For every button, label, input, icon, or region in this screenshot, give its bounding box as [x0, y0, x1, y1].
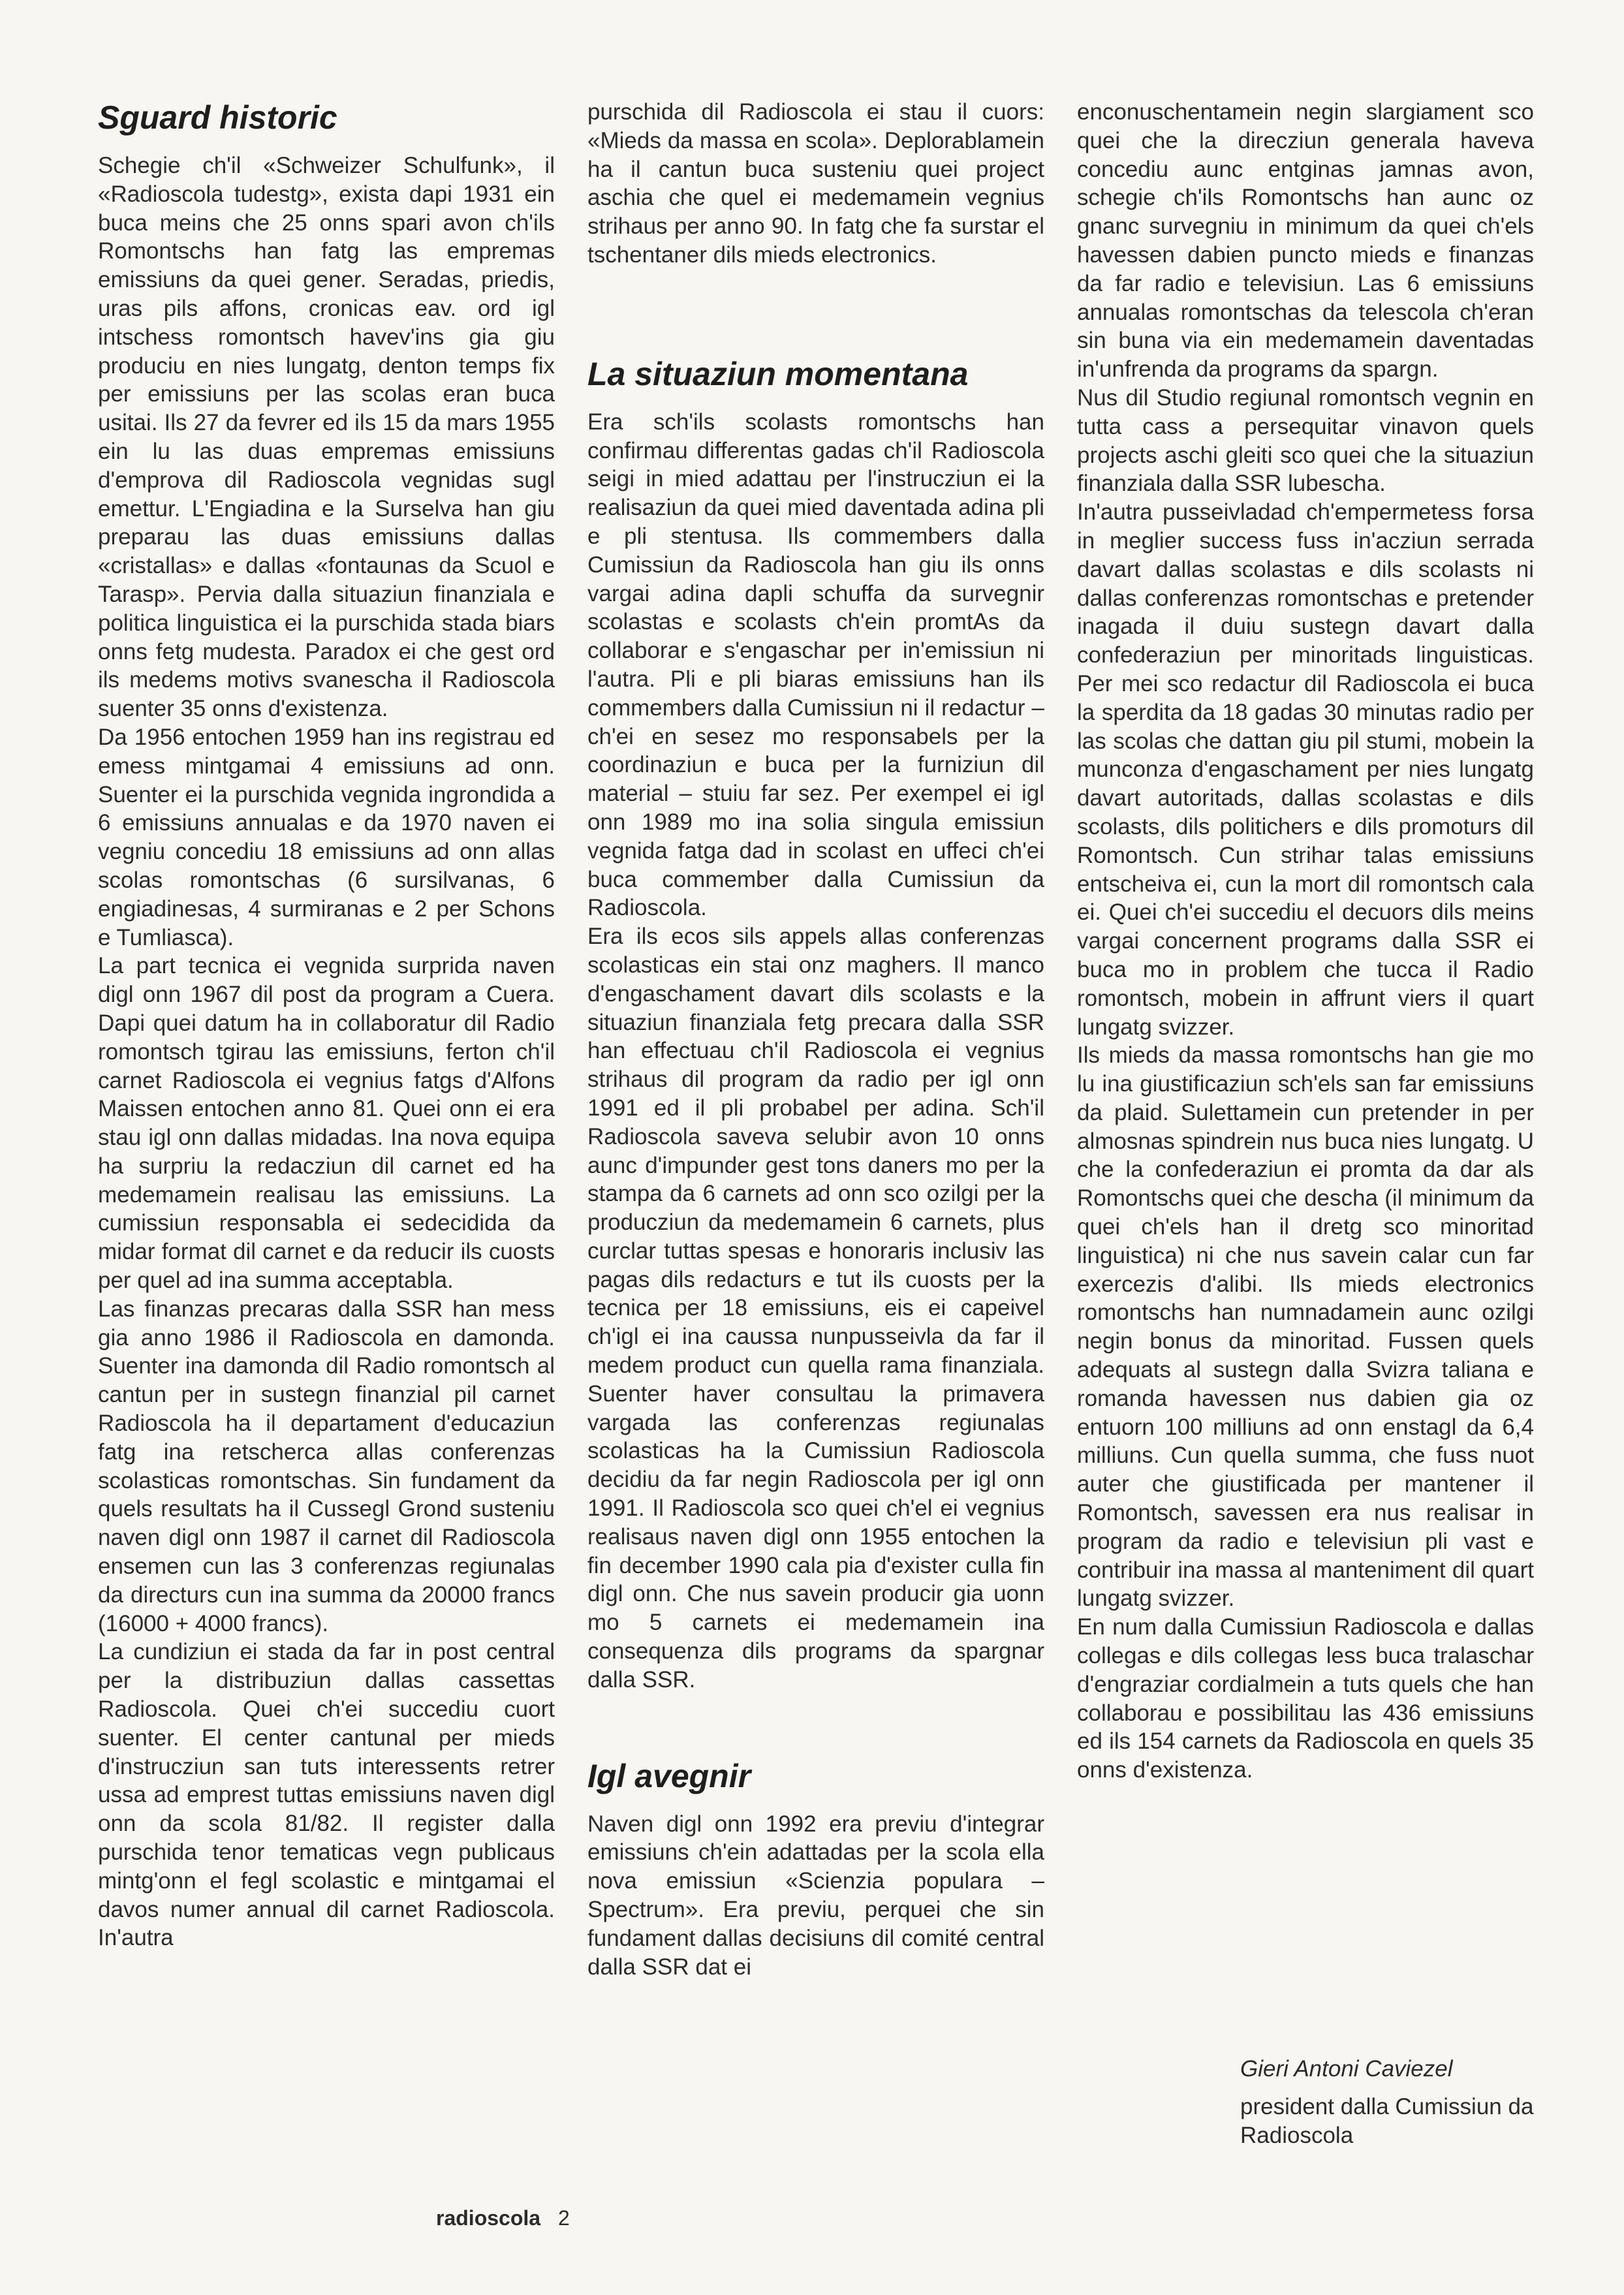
paragraph: Las finanzas precaras dalla SSR han mess gia anno 1986 il Radioscola en damonda. Suenter ina damonda dil Radio romontsch al cantun per in sustegn finanzial pil carnet Radioscola ha il departament d'educaziun fatg ina retscherca allas conferenzas scolasticas romontschas. Sin fundament da quels resultats ha il Cussegl Grond susteniu naven digl onn 1987 il carnet dil Radioscola ensemen cun las 3 conferenzas regiunalas da directurs cun ina summa da 20000 francs (16000 + 4000 francs).: [98, 1296, 555, 1636]
column-2: [587, 98, 1044, 1981]
paragraph: Schegie ch'il «Schweizer Schulfunk», il «Radioscola tudestg», exista dapi 1931 ein buca meins che 25 onns spari avon ch'ils Romontschs han fatg las empremas emissiuns da quei gener. Seradas, priedis, uras pils affons, cronicas eav. ord igl intschess romontsch havev'ins gia giu produciu en nies lungatg, denton temps fix per emissiuns per las scolas eran buca usitai. Ils 27 da fevrer ed ils 15 da mars 1955 ein lu las duas empremas emissiuns d'emprova dil Radioscola vegnidas sugl emettur. L'Engiadina e la Surselva han giu preparau las duas emissiuns dallas «cristallas» e dallas «fontaunas da Scuol e Tarasp». Pervia dalla situaziun finanziala e politica linguistica ei la purschida stada biars onns fetg mudesta. Paradox ei che gest ord ils medems motivs svanescha il Radioscola suenter 35 onns d'existenza.: [98, 153, 555, 722]
signature-block: [1240, 2055, 1540, 2150]
paragraph: In'autra pusseivladad ch'empermetess forsa in meglier success fuss in'acziun serrada davart dallas scolastas e dils scolasts ni dallas conferenzas romontschas e pretender inagada il duiu sustegn davart dalla confederaziun per minoritads linguisticas. Per mei sco redactur dil Radioscola ei buca la sperdita da 18 gadas 30 minutas radio per las scolas che dattan giu pil stumi, mobein la munconza d'engaschament per nies lungatg davart autoritads, dallas scolastas e dils scolasts, dils politichers e dils promoturs dil Romontsch. Cun strihar talas emissiuns entscheiva ei, cun la mort dil romontsch cala ei. Quei ch'ei succediu el decuors dils meins vargai concernent programs dalla SSR ei buca mo in problem che tucca il Radio romontsch, mobein in affrunt viers il quart lungatg svizzer.: [1077, 499, 1534, 1040]
spacer: [587, 270, 1044, 354]
heading-la-situaziun-momentana: La situaziun momentana: [587, 355, 969, 392]
paragraph: purschida dil Radioscola ei stau il cuors: «Mieds da massa en scola». Deplorablamein ha il cantun buca susteniu quei project aschia che quel ei medemamein vegnius strihaus per anno 90. In fatg che fa surstar el tschentaner dils mieds electronics.: [587, 99, 1044, 268]
paragraph: Naven digl onn 1992 era previu d'integrar emissiuns ch'ein adattadas per la scola ella nova emissiun «Scienzia populara – Spectrum». Era previu, perquei che sin fundament dallas decisiuns dil comité central dalla SSR dat ei: [587, 1811, 1044, 1980]
page-footer: [436, 2205, 570, 2231]
heading-sguard-historic: Sguard historic: [98, 99, 337, 136]
page-number: 2: [557, 2206, 570, 2230]
paragraph: Nus dil Studio regiunal romontsch vegnin en tutta cass a persequitar vinavon quels projects aschi gleiti sco quei che la situaziun finanziala dalla SSR lubescha.: [1077, 384, 1534, 497]
paragraph: Da 1956 entochen 1959 han ins registrau ed emess mintgamai 4 emissiuns ad onn. Suenter ei la purschida vegnida ingrondida a 6 emissiuns annualas e da 1970 naven ei vegniu concediu 18 emissiuns ad onn allas scolas romontschas (6 sursilvanas, 6 engiadinesas, 4 surmiranas e 2 per Schons e Tumliasca).: [98, 724, 555, 950]
heading-igl-avegnir: Igl avegnir: [587, 1757, 751, 1794]
author-name: Gieri Antoni Caviezel: [1240, 2056, 1453, 2082]
paragraph: La part tecnica ei vegnida surprida naven digl onn 1967 dil post da program a Cuera. Dapi quei datum ha in collaboratur dil Radio romontsch tgirau las emissiuns, ferton ch'il carnet Radioscola ei vegnius fatgs d'Alfons Maissen entochen anno 81. Quei onn ei era stau igl onn dallas midadas. Ina nova equipa ha surpriu la redacziun dil carnet ed ha medemamein realisau las emissiuns. La cumissiun responsabla ei sedecidida da midar format dil carnet e da reducir ils cuosts per quel ad ina summa acceptabla.: [98, 953, 555, 1294]
paragraph: enconuschentamein negin slargiament sco quei che la direcziun generala haveva concediu aunc entginas jamnas avon, schegie ch'ils Romontschs han aunc oz gnanc survegniu in minimum da quei ch'els havessen dabien puncto mieds e finanzas da far radio e televisiun. Las 6 emissiuns annualas romontschas da telescola ch'eran sin buna via ein medemamein daventadas in'unfrenda da programs da spargn.: [1077, 99, 1534, 382]
paragraph: La cundiziun ei stada da far in post central per la distribuziun dallas cassettas Radioscola. Quei ch'ei succediu cuort suenter. El center cantunal per mieds d'instrucziun san tuts interessents retrer ussa ad emprest tuttas emissiuns naven digl onn da scola 81/82. Il register dalla purschida tenor tematicas vegn publicaus mintg'onn el fegl scolastic e mintgamai el davos numer annual dil carnet Radioscola. In'autra: [98, 1639, 555, 1951]
spacer: [587, 1694, 1044, 1756]
column-3: [1077, 98, 1534, 1785]
paragraph: Era sch'ils scolasts romontschs han confirmau differentas gadas ch'il Radioscola seigi in mied adattau per l'instrucziun ei la realisaziun da quei mied daventada adina pli e pli stentusa. Ils commembers dalla Cumissiun da Radioscola han giu ils onns vargai adina dapli schuffa da survegnir scolastas e scolasts ch'ein promtAs da collaborar e s'engaschar per in'emissiun ni l'autra. Pli e pli biaras emissiuns han ils commembers dalla Cumissiun ni il redactur – ch'ei en sesez mo responsabels per la coordinaziun e buca per la furniziun dil material – stuiu far sez. Per exempel ei igl onn 1989 mo ina solia singula emissiun vegnida fatga dad in scolast en uffeci ch'ei buca commember dalla Cumissiun da Radioscola.: [587, 409, 1044, 921]
author-role: president dalla Cumissiun da Radioscola: [1240, 2094, 1534, 2148]
column-1: [98, 98, 555, 1952]
footer-brand: radioscola: [436, 2206, 541, 2230]
paragraph: Ils mieds da massa romontschs han gie mo lu ina giustificaziun sch'els san far emissiuns da plaid. Sulettamein cun pretender in per almosnas spindrein nus buca nies lungatg. U che la confederaziun ei promta da dar als Romontschs quei che descha (il minimum da quei ch'els han il dretg sco minoritad linguistica) ni che nus savein calar cun far exercezis d'alibi. Ils mieds electronics romontschs han numnadamein aunc ozilgi negin bonus da minoritad. Fussen quels adequats al sustegn dalla Svizra taliana e romanda havessen nus dabien gia oz entuorn 100 milliuns ad onn enstagl da 6,4 milliuns. Cun quella summa, che fuss nuot auter che giustificada per mantener il Romontsch, savessen era nus realisar in program da radio e televisiun pli vast e contribuir ina massa al manteniment dil quart lungatg svizzer.: [1077, 1042, 1534, 1612]
paragraph: En num dalla Cumissiun Radioscola e dallas collegas e dils collegas less buca tralaschar d'engraziar cordialmein a tuts quels che han collaborau e possibilitau las 436 emissiuns ed ils 154 carnets da Radioscola en quels 35 onns d'existenza.: [1077, 1614, 1534, 1783]
paragraph: Era ils ecos sils appels allas conferenzas scolasticas ein stai onz maghers. Il manco d'engaschament davart dils scolasts e la situaziun finanziala fetg precara dalla SSR han effectuau ch'il Radioscola ei vegnius strihaus dil program da radio per igl onn 1991 ed il pli probabel per adina. Sch'il Radioscola saveva selubir avon 10 onns aunc d'impunder gest tons daners mo per la stampa da 6 carnets ad onn sco ozilgi per la producziun da medemamein 6 carnets, plus curclar tuttas spesas e honoraris inclusiv las pagas dils redacturs e tut ils cuosts per la tecnica per 18 emissiuns, eis ei capeivel ch'igl ei ina caussa nunpusseivla da far il medem product cun quella rama finanziala. Suenter haver consultau la primavera vargada las conferenzas regiunalas scolasticas ha la Cumissiun Radioscola decidiu da far negin Radioscola per igl onn 1991. Il Radioscola sco quei ch'el ei vegnius realisaus naven digl onn 1955 entochen la fin december 1990 cala pia d'exister culla fin digl onn. Che nus savein producir gia uonn mo 5 carnets ei medemamein ina consequenza dils programs da spargnar dalla SSR.: [587, 924, 1044, 1693]
